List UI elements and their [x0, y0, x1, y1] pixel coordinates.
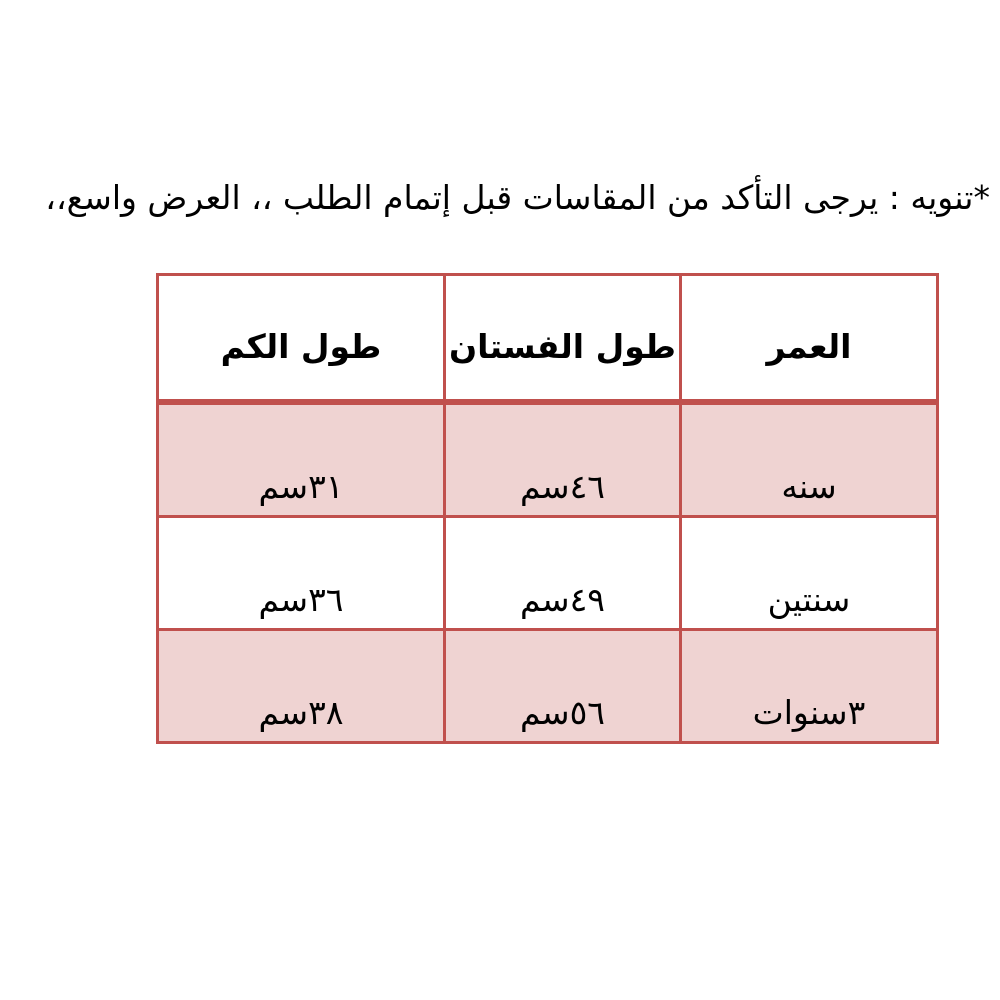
- header-dress-length: طول الفستان: [445, 275, 681, 403]
- cell-age: سنه: [681, 402, 938, 517]
- cell-dress-length: ٤٦سم: [445, 402, 681, 517]
- cell-age: سنتين: [681, 517, 938, 630]
- cell-dress-length: ٤٩سم: [445, 517, 681, 630]
- cell-age: ٣سنوات: [681, 630, 938, 743]
- header-age: العمر: [681, 275, 938, 403]
- header-sleeve-length: طول الكم: [158, 275, 445, 403]
- table-row: [158, 517, 938, 630]
- table-row: [158, 630, 938, 743]
- table-header-row: [158, 275, 938, 403]
- table-row: [158, 402, 938, 517]
- cell-dress-length: ٥٦سم: [445, 630, 681, 743]
- cell-sleeve-length: ٣١سم: [158, 402, 445, 517]
- cell-sleeve-length: ٣٦سم: [158, 517, 445, 630]
- size-table: [156, 273, 939, 744]
- sizing-note: *تنويه : يرجى التأكد من المقاسات قبل إتمام الطلب ،، العرض واسع،،: [45, 178, 990, 217]
- cell-sleeve-length: ٣٨سم: [158, 630, 445, 743]
